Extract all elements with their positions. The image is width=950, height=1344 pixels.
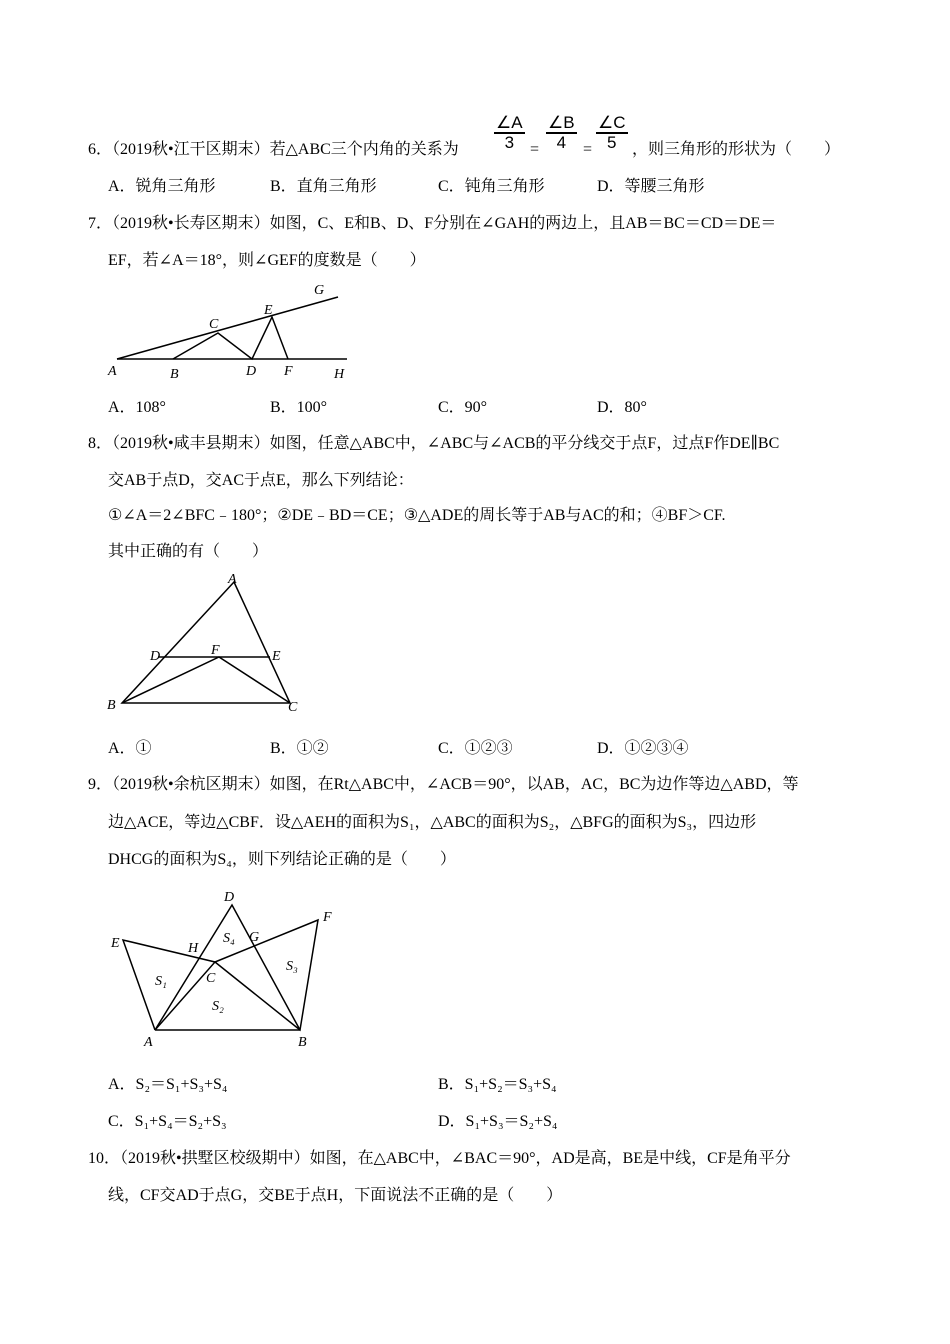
label-a: A [108, 364, 117, 379]
label-s2: S₂ [212, 999, 224, 1014]
label-f: F [323, 910, 332, 925]
q6-option-d[interactable]: D．等腰三角形 [597, 178, 705, 195]
q8-option-a[interactable]: A．① [108, 740, 152, 757]
q9-option-b[interactable]: B．S₁+S₂＝S₃+S₄ [438, 1076, 557, 1093]
equals: = [530, 141, 540, 158]
q6-stem: 6．（2019秋•江干区期末）若△ABC三个内角的关系为 [88, 141, 459, 158]
label-g: G [314, 283, 325, 298]
q7-option-a[interactable]: A．108° [108, 399, 166, 416]
label-h: H [188, 941, 199, 956]
q8-option-b[interactable]: B．①② [270, 740, 329, 757]
q9-option-c[interactable]: C．S₁+S₄＝S₂+S₃ [108, 1113, 227, 1130]
label-h: H [334, 367, 345, 382]
q7-stem-line1: 7．（2019秋•长寿区期末）如图，C、E和B、D、F分别在∠GAH的两边上，且AB＝BC＝CD＝DE＝ [88, 215, 777, 232]
q9-stem-line2: 边△ACE，等边△CBF．设△AEH的面积为S₁，△ABC的面积为S₂，△BFG的面积为S₃，四边形 [108, 814, 757, 831]
q8-statements: ①∠A＝2∠BFC﹣180°；②DE﹣BD＝CE；③△ADE的周长等于AB与AC的和；④BF＞CF. [108, 507, 726, 524]
q8-stem-line1: 8．（2019秋•咸丰县期末）如图，任意△ABC中，∠ABC与∠ACB的平分线交于点F，过点F作DE∥BC [88, 435, 780, 452]
label-a: A [228, 572, 237, 587]
label-b: B [298, 1035, 307, 1050]
q10-stem-line2: 线，CF交AD于点G，交BE于点H，下面说法不正确的是（ ） [108, 1187, 563, 1204]
label-d: D [246, 364, 257, 379]
q9-stem-line3: DHCG的面积为S₄，则下列结论正确的是（ ） [108, 851, 456, 868]
label-c: C [206, 971, 216, 986]
label-e: E [111, 936, 120, 951]
label-s4: S₄ [223, 931, 235, 946]
label-f: F [284, 364, 293, 379]
q8-option-d[interactable]: D．①②③④ [597, 740, 689, 757]
q6-option-a[interactable]: A．锐角三角形 [108, 178, 216, 195]
q7-option-d[interactable]: D．80° [597, 399, 647, 416]
q9-option-d[interactable]: D．S₁+S₃＝S₂+S₄ [438, 1113, 558, 1130]
q10-stem-line1: 10．（2019秋•拱墅区校级期中）如图，在△ABC中，∠BAC＝90°，AD是高，BE是中线，CF是角平分 [88, 1150, 791, 1167]
label-s1: S₁ [155, 974, 167, 989]
q6-fraction-b: $\frac{\angle B}{4}$ [548, 113, 575, 152]
label-d: D [224, 890, 235, 905]
label-e: E [272, 649, 281, 664]
equals: = [583, 141, 593, 158]
q7-stem-line2: EF，若∠A＝18°，则∠GEF的度数是（ ） [108, 252, 426, 269]
q9-option-a[interactable]: A．S₂＝S₁+S₃+S₄ [108, 1076, 228, 1093]
q8-stem-line2: 交AB于点D，交AC于点E，那么下列结论： [108, 472, 414, 489]
label-c: C [209, 317, 219, 332]
q7-option-c[interactable]: C．90° [438, 399, 488, 416]
q8-question: 其中正确的有（ ） [108, 543, 269, 560]
label-b: B [107, 698, 116, 713]
label-a: A [144, 1035, 153, 1050]
label-d: D [150, 649, 161, 664]
label-c: C [288, 700, 298, 715]
q6-option-b[interactable]: B．直角三角形 [270, 178, 377, 195]
q6-fraction-a: $\frac{\angle A}{3}$ [496, 113, 523, 152]
q7-option-b[interactable]: B．100° [270, 399, 328, 416]
q8-option-c[interactable]: C．①②③ [438, 740, 513, 757]
label-f: F [211, 643, 220, 658]
q6-stem-end: ，则三角形的形状为（ ） [632, 141, 841, 158]
q6-fraction-c: $\frac{\angle C}{5}$ [598, 113, 626, 152]
label-b: B [170, 367, 179, 382]
q6-option-c[interactable]: C．钝角三角形 [438, 178, 545, 195]
label-e: E [264, 303, 273, 318]
label-g: G [249, 930, 260, 945]
q9-stem-line1: 9．（2019秋•余杭区期末）如图，在Rt△ABC中，∠ACB＝90°，以AB，AC，BC为边作等边△ABD，等 [88, 776, 799, 793]
label-s3: S₃ [286, 959, 298, 974]
